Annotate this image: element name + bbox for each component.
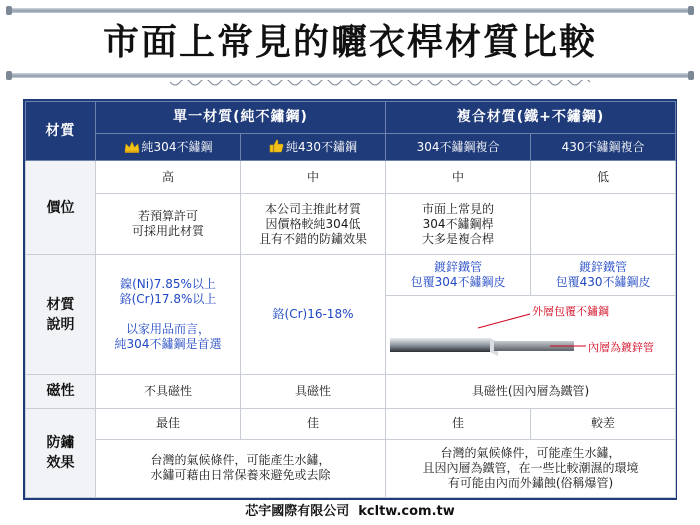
magnetism-composite-cell: 具磁性(因內層為鐵管) (386, 375, 676, 408)
price-note-cell: 市面上常見的 304不鏽鋼桿 大多是複合桿 (386, 194, 531, 254)
price-level-cell: 高 (96, 161, 241, 194)
rust-note-composite: 台灣的氣候條件，可能產生水鏽， 且因內層為鐵管，在一些比較潮濕的環境 有可能由內而外鏽蝕(俗稱爆管) (386, 439, 676, 497)
row-label-magnetism: 磁性 (26, 375, 96, 408)
corner-header-material: 材質 (26, 102, 96, 161)
material-430-composite-description: 鍍鋅鐵管 包覆430不鏽鋼皮 (531, 254, 676, 296)
rust-level-cell: 佳 (241, 408, 386, 439)
price-level-cell: 中 (241, 161, 386, 194)
column-header-304-composite: 304不鏽鋼複合 (386, 134, 531, 161)
material-430-description: 鉻(Cr)16-18% (241, 254, 386, 375)
magnetism-304-cell: 不具磁性 (96, 375, 241, 408)
rail-bottom-decoration (8, 73, 692, 78)
callout-outer-layer: 外層包覆不鏽鋼 (532, 305, 610, 319)
price-level-cell: 低 (531, 161, 676, 194)
page-title: 市面上常見的曬衣桿材質比較 (102, 22, 597, 63)
comparison-table (23, 99, 677, 500)
column-header-430 (241, 134, 386, 161)
price-note-cell: 本公司主推此材質 因價格較純304低 且有不錯的防鏽效果 (241, 194, 386, 254)
composite-pipe-illustration (386, 296, 676, 375)
rail-end-cap (6, 71, 12, 80)
rust-level-cell: 較差 (531, 408, 676, 439)
row-label-material: 材質 說明 (26, 254, 96, 375)
rust-level-cell: 最佳 (96, 408, 241, 439)
group-header-single: 單一材質(純不鏽鋼) (96, 102, 386, 134)
hanger-wave-decoration (170, 80, 590, 88)
column-label: 純430不鏽鋼 (286, 140, 357, 155)
price-level-cell: 中 (386, 161, 531, 194)
row-label-price: 價位 (26, 161, 96, 255)
footer-company: 芯宇國際有限公司 kcltw.com.tw (245, 504, 455, 519)
column-header-430-composite: 430不鏽鋼複合 (531, 134, 676, 161)
thumbs-up-icon (269, 139, 284, 153)
rail-end-cap (688, 71, 694, 80)
material-304-composite-description: 鍍鋅鐵管 包覆304不鏽鋼皮 (386, 254, 531, 296)
row-label-rust: 防鏽 效果 (26, 408, 96, 497)
column-label: 純304不鏽鋼 (141, 139, 213, 154)
rail-top-decoration (8, 8, 692, 13)
material-304-description: 鎳(Ni)7.85%以上 鉻(Cr)17.8%以上 以家用品而言， 純304不鏽鋼是首選 (96, 254, 241, 375)
column-header-304 (96, 134, 241, 161)
price-note-cell: 若預算許可 可採用此材質 (96, 194, 241, 254)
crown-icon (124, 141, 140, 153)
pipe-cross-section-illustration (390, 298, 672, 368)
callout-inner-layer: 內層為鍍鋅管 (588, 341, 655, 355)
rust-level-cell: 佳 (386, 408, 531, 439)
magnetism-430-cell: 具磁性 (241, 375, 386, 408)
rust-note-single: 台灣的氣候條件，可能產生水鏽， 水鏽可藉由日常保養來避免或去除 (96, 439, 386, 497)
rail-end-cap (688, 6, 694, 15)
group-header-composite: 複合材質(鐵+不鏽鋼) (386, 102, 676, 134)
rail-end-cap (6, 6, 12, 15)
price-note-cell (531, 194, 676, 254)
